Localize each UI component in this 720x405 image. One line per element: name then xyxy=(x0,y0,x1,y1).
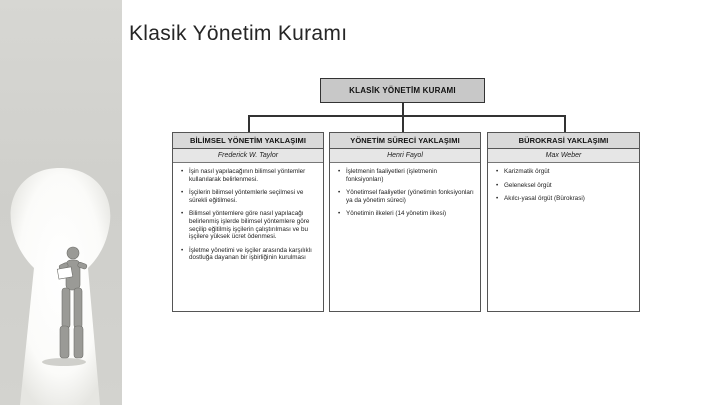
column-management-process xyxy=(329,132,481,312)
list-item: • İşletme yönetimi ve işçiler arasında karşılıklı dostluğa dayanan bir işbirliğinin kurulması xyxy=(181,247,318,262)
column-header: BÜROKRASİ YAKLAŞIMI xyxy=(488,133,639,149)
column-author: Henri Fayol xyxy=(330,149,480,163)
connector-middle xyxy=(402,115,404,132)
list-item: • İşin nasıl yapılacağının bilimsel yöntemler kullanılarak belirlenmesi. xyxy=(181,168,318,183)
column-items xyxy=(173,163,323,262)
connector-right xyxy=(564,115,566,132)
connector-left xyxy=(248,115,250,132)
connector-horizontal xyxy=(248,115,565,117)
column-items xyxy=(330,163,480,218)
diagram-root-box: KLASİK YÖNETİM KURAMI xyxy=(320,78,485,103)
list-item: • İşçilerin bilimsel yöntemlerle seçilmesi ve sürekli eğitilmesi. xyxy=(181,189,318,204)
list-item: • Akılcı-yasal örgüt (Bürokrasi) xyxy=(496,195,634,203)
column-bureaucracy xyxy=(487,132,640,312)
column-items xyxy=(488,163,639,203)
column-header: YÖNETİM SÜRECİ YAKLAŞIMI xyxy=(330,133,480,149)
column-author: Max Weber xyxy=(488,149,639,163)
connector-root-down xyxy=(402,103,404,115)
column-scientific-management xyxy=(172,132,324,312)
list-item: • Yönetimsel faaliyetler (yönetimin fonksiyonları ya da yönetim süreci) xyxy=(338,189,475,204)
column-author: Frederick W. Taylor xyxy=(173,149,323,163)
list-item: • Yönetimin ilkeleri (14 yönetim ilkesi) xyxy=(338,210,475,218)
list-item: • Karizmatik örgüt xyxy=(496,168,634,176)
list-item: • Geleneksel örgüt xyxy=(496,182,634,190)
list-item: • İşletmenin faaliyetleri (işletmenin fonksiyonları) xyxy=(338,168,475,183)
slide-title: Klasik Yönetim Kuramı xyxy=(129,22,348,45)
column-header: BİLİMSEL YÖNETİM YAKLAŞIMI xyxy=(173,133,323,149)
list-item: • Bilimsel yöntemlere göre nasıl yapılacağı belirlenmiş işlerde bilimsel yöntemlere göre seçilip eğitilmiş işçilerin çalıştırılması ve bu işçilere yüksek ücret ödenmesi. xyxy=(181,210,318,240)
